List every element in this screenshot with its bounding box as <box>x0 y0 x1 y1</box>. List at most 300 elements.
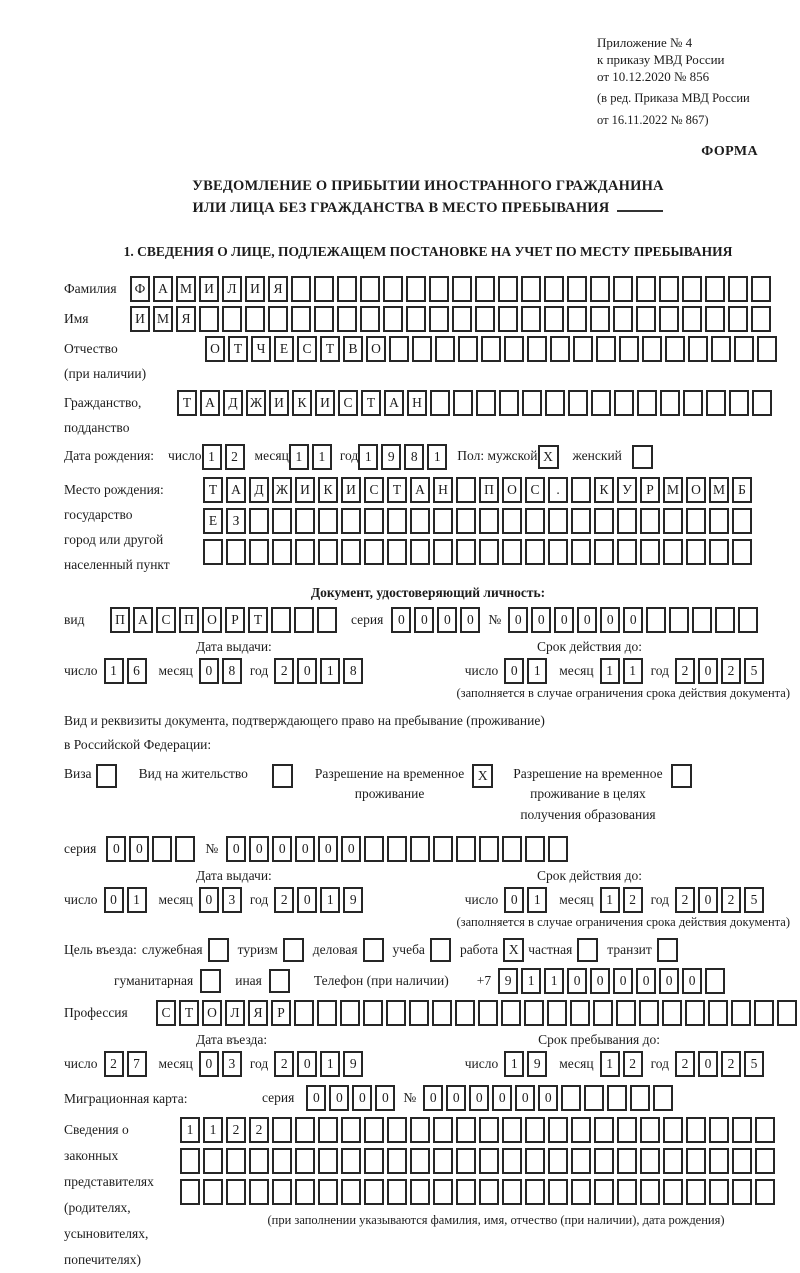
char-cell[interactable]: 1 <box>623 658 643 684</box>
char-cell[interactable] <box>295 1117 315 1143</box>
char-cell[interactable] <box>521 306 541 332</box>
char-cell[interactable]: А <box>384 390 404 416</box>
char-cell[interactable] <box>272 1117 292 1143</box>
char-cell[interactable] <box>268 306 288 332</box>
char-cell[interactable] <box>96 764 117 788</box>
char-cell[interactable] <box>659 276 679 302</box>
char-cell[interactable] <box>479 539 499 565</box>
char-cell[interactable]: 0 <box>623 607 643 633</box>
char-cell[interactable]: 1 <box>203 1117 223 1143</box>
char-cell[interactable]: X <box>472 764 493 788</box>
char-cell[interactable] <box>389 336 409 362</box>
char-cell[interactable]: 5 <box>744 1051 764 1077</box>
char-cell[interactable]: Т <box>320 336 340 362</box>
char-cell[interactable]: С <box>156 607 176 633</box>
char-cell[interactable] <box>669 607 689 633</box>
char-cell[interactable]: 0 <box>106 836 126 862</box>
char-cell[interactable]: Р <box>640 477 660 503</box>
char-cell[interactable]: 1 <box>312 444 332 470</box>
char-cell[interactable]: 0 <box>682 968 702 994</box>
char-cell[interactable] <box>525 1117 545 1143</box>
char-cell[interactable] <box>383 276 403 302</box>
char-cell[interactable]: 0 <box>460 607 480 633</box>
char-cell[interactable] <box>653 1085 673 1111</box>
char-cell[interactable]: З <box>226 508 246 534</box>
char-cell[interactable]: А <box>410 477 430 503</box>
char-cell[interactable] <box>387 836 407 862</box>
char-cell[interactable] <box>639 1000 659 1026</box>
char-cell[interactable] <box>208 938 229 962</box>
char-cell[interactable] <box>226 1179 246 1205</box>
char-cell[interactable]: 9 <box>498 968 518 994</box>
char-cell[interactable]: В <box>343 336 363 362</box>
char-cell[interactable]: К <box>292 390 312 416</box>
char-cell[interactable] <box>269 969 290 993</box>
char-cell[interactable]: А <box>133 607 153 633</box>
char-cell[interactable] <box>525 508 545 534</box>
char-cell[interactable] <box>502 508 522 534</box>
char-cell[interactable]: 0 <box>295 836 315 862</box>
char-cell[interactable]: 9 <box>343 887 363 913</box>
char-cell[interactable] <box>387 1117 407 1143</box>
char-cell[interactable] <box>479 508 499 534</box>
char-cell[interactable]: Т <box>203 477 223 503</box>
char-cell[interactable] <box>502 836 522 862</box>
char-cell[interactable] <box>571 1148 591 1174</box>
char-cell[interactable] <box>732 539 752 565</box>
char-cell[interactable] <box>432 1000 452 1026</box>
char-cell[interactable] <box>318 1179 338 1205</box>
char-cell[interactable]: И <box>341 477 361 503</box>
char-cell[interactable] <box>363 1000 383 1026</box>
char-cell[interactable] <box>249 508 269 534</box>
char-cell[interactable] <box>732 508 752 534</box>
char-cell[interactable] <box>429 306 449 332</box>
char-cell[interactable] <box>226 539 246 565</box>
char-cell[interactable]: 0 <box>504 658 524 684</box>
char-cell[interactable] <box>709 508 729 534</box>
char-cell[interactable] <box>711 336 731 362</box>
char-cell[interactable]: 5 <box>744 887 764 913</box>
char-cell[interactable]: 0 <box>375 1085 395 1111</box>
char-cell[interactable] <box>249 1179 269 1205</box>
char-cell[interactable] <box>663 1179 683 1205</box>
char-cell[interactable] <box>360 306 380 332</box>
char-cell[interactable] <box>630 1085 650 1111</box>
char-cell[interactable] <box>458 336 478 362</box>
char-cell[interactable] <box>548 1117 568 1143</box>
char-cell[interactable] <box>544 306 564 332</box>
char-cell[interactable] <box>663 508 683 534</box>
char-cell[interactable] <box>708 1000 728 1026</box>
char-cell[interactable]: 0 <box>199 1051 219 1077</box>
char-cell[interactable]: 0 <box>531 607 551 633</box>
char-cell[interactable]: Т <box>177 390 197 416</box>
char-cell[interactable]: 8 <box>222 658 242 684</box>
char-cell[interactable] <box>709 1148 729 1174</box>
char-cell[interactable] <box>617 1179 637 1205</box>
char-cell[interactable]: Т <box>179 1000 199 1026</box>
char-cell[interactable] <box>594 1179 614 1205</box>
char-cell[interactable] <box>387 508 407 534</box>
char-cell[interactable]: 2 <box>249 1117 269 1143</box>
char-cell[interactable]: С <box>297 336 317 362</box>
char-cell[interactable]: 2 <box>274 887 294 913</box>
char-cell[interactable]: Т <box>248 607 268 633</box>
char-cell[interactable] <box>688 336 708 362</box>
char-cell[interactable]: 1 <box>202 444 222 470</box>
char-cell[interactable]: С <box>364 477 384 503</box>
char-cell[interactable]: А <box>200 390 220 416</box>
char-cell[interactable] <box>545 390 565 416</box>
char-cell[interactable] <box>498 306 518 332</box>
char-cell[interactable]: А <box>226 477 246 503</box>
char-cell[interactable] <box>341 1148 361 1174</box>
char-cell[interactable] <box>314 306 334 332</box>
char-cell[interactable]: 0 <box>577 607 597 633</box>
char-cell[interactable]: О <box>205 336 225 362</box>
char-cell[interactable] <box>548 539 568 565</box>
char-cell[interactable]: 2 <box>675 1051 695 1077</box>
char-cell[interactable]: 1 <box>320 1051 340 1077</box>
char-cell[interactable]: К <box>318 477 338 503</box>
char-cell[interactable] <box>686 1179 706 1205</box>
char-cell[interactable] <box>456 1179 476 1205</box>
char-cell[interactable] <box>755 1117 775 1143</box>
char-cell[interactable] <box>386 1000 406 1026</box>
char-cell[interactable]: 2 <box>226 1117 246 1143</box>
char-cell[interactable] <box>409 1000 429 1026</box>
char-cell[interactable] <box>475 276 495 302</box>
char-cell[interactable]: 8 <box>404 444 424 470</box>
char-cell[interactable] <box>705 276 725 302</box>
char-cell[interactable] <box>754 1000 774 1026</box>
char-cell[interactable] <box>571 1117 591 1143</box>
char-cell[interactable] <box>525 836 545 862</box>
char-cell[interactable] <box>317 607 337 633</box>
char-cell[interactable] <box>567 276 587 302</box>
char-cell[interactable] <box>637 390 657 416</box>
char-cell[interactable] <box>410 1148 430 1174</box>
char-cell[interactable] <box>659 306 679 332</box>
char-cell[interactable] <box>613 306 633 332</box>
char-cell[interactable] <box>640 508 660 534</box>
char-cell[interactable] <box>272 508 292 534</box>
char-cell[interactable] <box>619 336 639 362</box>
char-cell[interactable] <box>200 969 221 993</box>
char-cell[interactable]: 0 <box>414 607 434 633</box>
char-cell[interactable] <box>452 276 472 302</box>
char-cell[interactable]: Я <box>176 306 196 332</box>
char-cell[interactable] <box>337 276 357 302</box>
char-cell[interactable]: Д <box>223 390 243 416</box>
char-cell[interactable] <box>594 539 614 565</box>
char-cell[interactable] <box>594 1117 614 1143</box>
char-cell[interactable]: Д <box>249 477 269 503</box>
char-cell[interactable]: 2 <box>675 887 695 913</box>
char-cell[interactable]: 5 <box>744 658 764 684</box>
char-cell[interactable] <box>640 539 660 565</box>
char-cell[interactable] <box>522 390 542 416</box>
char-cell[interactable]: 0 <box>492 1085 512 1111</box>
char-cell[interactable]: 9 <box>527 1051 547 1077</box>
char-cell[interactable]: 3 <box>222 887 242 913</box>
char-cell[interactable] <box>199 306 219 332</box>
char-cell[interactable]: И <box>130 306 150 332</box>
char-cell[interactable] <box>665 336 685 362</box>
char-cell[interactable] <box>479 1148 499 1174</box>
char-cell[interactable] <box>567 306 587 332</box>
char-cell[interactable] <box>341 1179 361 1205</box>
char-cell[interactable]: 1 <box>527 658 547 684</box>
char-cell[interactable] <box>429 276 449 302</box>
char-cell[interactable] <box>705 306 725 332</box>
char-cell[interactable] <box>152 836 172 862</box>
char-cell[interactable]: 0 <box>199 658 219 684</box>
char-cell[interactable] <box>249 539 269 565</box>
char-cell[interactable]: . <box>548 477 568 503</box>
char-cell[interactable] <box>456 539 476 565</box>
char-cell[interactable]: X <box>538 445 559 469</box>
char-cell[interactable]: 1 <box>320 887 340 913</box>
char-cell[interactable] <box>499 390 519 416</box>
char-cell[interactable] <box>387 539 407 565</box>
char-cell[interactable] <box>410 836 430 862</box>
char-cell[interactable] <box>706 390 726 416</box>
char-cell[interactable] <box>731 1000 751 1026</box>
char-cell[interactable] <box>584 1085 604 1111</box>
char-cell[interactable]: П <box>179 607 199 633</box>
char-cell[interactable] <box>671 764 692 788</box>
char-cell[interactable]: С <box>525 477 545 503</box>
char-cell[interactable] <box>732 1179 752 1205</box>
char-cell[interactable] <box>479 836 499 862</box>
char-cell[interactable] <box>295 508 315 534</box>
char-cell[interactable] <box>632 445 653 469</box>
char-cell[interactable]: 1 <box>600 658 620 684</box>
char-cell[interactable] <box>617 508 637 534</box>
char-cell[interactable]: И <box>315 390 335 416</box>
char-cell[interactable] <box>525 1179 545 1205</box>
char-cell[interactable] <box>692 607 712 633</box>
char-cell[interactable] <box>657 938 678 962</box>
char-cell[interactable]: 0 <box>538 1085 558 1111</box>
char-cell[interactable] <box>452 306 472 332</box>
char-cell[interactable] <box>568 390 588 416</box>
char-cell[interactable] <box>617 1117 637 1143</box>
char-cell[interactable] <box>433 1179 453 1205</box>
char-cell[interactable] <box>646 607 666 633</box>
char-cell[interactable] <box>272 1179 292 1205</box>
char-cell[interactable]: С <box>338 390 358 416</box>
char-cell[interactable] <box>571 1179 591 1205</box>
char-cell[interactable]: 0 <box>698 1051 718 1077</box>
char-cell[interactable]: 0 <box>297 887 317 913</box>
char-cell[interactable] <box>596 336 616 362</box>
char-cell[interactable]: 2 <box>721 658 741 684</box>
char-cell[interactable] <box>501 1000 521 1026</box>
char-cell[interactable]: О <box>366 336 386 362</box>
char-cell[interactable]: М <box>709 477 729 503</box>
char-cell[interactable]: 0 <box>567 968 587 994</box>
char-cell[interactable]: О <box>502 477 522 503</box>
char-cell[interactable] <box>640 1117 660 1143</box>
char-cell[interactable]: И <box>295 477 315 503</box>
char-cell[interactable] <box>577 938 598 962</box>
char-cell[interactable] <box>364 836 384 862</box>
char-cell[interactable] <box>715 607 735 633</box>
char-cell[interactable]: 0 <box>437 607 457 633</box>
char-cell[interactable] <box>272 1148 292 1174</box>
char-cell[interactable]: И <box>199 276 219 302</box>
char-cell[interactable]: 0 <box>469 1085 489 1111</box>
char-cell[interactable]: 0 <box>659 968 679 994</box>
char-cell[interactable] <box>525 539 545 565</box>
char-cell[interactable] <box>570 1000 590 1026</box>
char-cell[interactable] <box>525 1148 545 1174</box>
char-cell[interactable] <box>318 1148 338 1174</box>
char-cell[interactable]: 0 <box>698 658 718 684</box>
char-cell[interactable] <box>686 539 706 565</box>
char-cell[interactable] <box>498 276 518 302</box>
char-cell[interactable]: 0 <box>554 607 574 633</box>
char-cell[interactable]: 0 <box>226 836 246 862</box>
char-cell[interactable]: 0 <box>329 1085 349 1111</box>
char-cell[interactable] <box>479 1179 499 1205</box>
char-cell[interactable] <box>245 306 265 332</box>
char-cell[interactable] <box>481 336 501 362</box>
char-cell[interactable] <box>614 390 634 416</box>
char-cell[interactable] <box>317 1000 337 1026</box>
char-cell[interactable] <box>757 336 777 362</box>
char-cell[interactable]: X <box>503 938 524 962</box>
char-cell[interactable]: 2 <box>721 1051 741 1077</box>
char-cell[interactable] <box>455 1000 475 1026</box>
char-cell[interactable]: Я <box>268 276 288 302</box>
char-cell[interactable] <box>433 836 453 862</box>
char-cell[interactable] <box>456 477 476 503</box>
char-cell[interactable] <box>663 1148 683 1174</box>
char-cell[interactable] <box>521 276 541 302</box>
char-cell[interactable] <box>476 390 496 416</box>
char-cell[interactable] <box>387 1179 407 1205</box>
char-cell[interactable]: 3 <box>222 1051 242 1077</box>
char-cell[interactable] <box>364 1179 384 1205</box>
char-cell[interactable] <box>686 508 706 534</box>
char-cell[interactable]: 7 <box>127 1051 147 1077</box>
char-cell[interactable]: 0 <box>318 836 338 862</box>
char-cell[interactable]: 2 <box>274 1051 294 1077</box>
char-cell[interactable]: О <box>686 477 706 503</box>
char-cell[interactable]: 1 <box>504 1051 524 1077</box>
char-cell[interactable] <box>295 539 315 565</box>
char-cell[interactable]: Н <box>407 390 427 416</box>
char-cell[interactable] <box>412 336 432 362</box>
char-cell[interactable]: Ж <box>246 390 266 416</box>
char-cell[interactable] <box>295 1179 315 1205</box>
char-cell[interactable] <box>548 836 568 862</box>
char-cell[interactable] <box>548 508 568 534</box>
char-cell[interactable]: Я <box>248 1000 268 1026</box>
char-cell[interactable] <box>318 508 338 534</box>
char-cell[interactable]: 0 <box>104 887 124 913</box>
char-cell[interactable] <box>222 306 242 332</box>
char-cell[interactable] <box>203 539 223 565</box>
char-cell[interactable]: О <box>202 607 222 633</box>
char-cell[interactable] <box>548 1148 568 1174</box>
char-cell[interactable] <box>340 1000 360 1026</box>
char-cell[interactable] <box>544 276 564 302</box>
char-cell[interactable]: 2 <box>721 887 741 913</box>
char-cell[interactable]: Л <box>225 1000 245 1026</box>
char-cell[interactable] <box>410 539 430 565</box>
char-cell[interactable] <box>709 539 729 565</box>
char-cell[interactable]: 0 <box>600 607 620 633</box>
char-cell[interactable]: 0 <box>515 1085 535 1111</box>
char-cell[interactable] <box>364 1117 384 1143</box>
char-cell[interactable] <box>479 1117 499 1143</box>
char-cell[interactable]: 0 <box>341 836 361 862</box>
char-cell[interactable] <box>683 390 703 416</box>
char-cell[interactable] <box>709 1179 729 1205</box>
char-cell[interactable]: О <box>202 1000 222 1026</box>
char-cell[interactable] <box>226 1148 246 1174</box>
char-cell[interactable] <box>752 390 772 416</box>
char-cell[interactable] <box>524 1000 544 1026</box>
char-cell[interactable]: 8 <box>343 658 363 684</box>
char-cell[interactable]: 1 <box>127 887 147 913</box>
char-cell[interactable]: 0 <box>698 887 718 913</box>
char-cell[interactable]: Р <box>225 607 245 633</box>
char-cell[interactable]: 9 <box>343 1051 363 1077</box>
char-cell[interactable]: 1 <box>527 887 547 913</box>
char-cell[interactable]: М <box>176 276 196 302</box>
char-cell[interactable] <box>662 1000 682 1026</box>
char-cell[interactable] <box>751 306 771 332</box>
char-cell[interactable] <box>453 390 473 416</box>
char-cell[interactable]: 0 <box>129 836 149 862</box>
char-cell[interactable] <box>594 1148 614 1174</box>
char-cell[interactable] <box>682 276 702 302</box>
char-cell[interactable] <box>364 1148 384 1174</box>
char-cell[interactable]: 2 <box>225 444 245 470</box>
char-cell[interactable] <box>318 539 338 565</box>
char-cell[interactable]: 1 <box>600 887 620 913</box>
char-cell[interactable]: 0 <box>199 887 219 913</box>
char-cell[interactable]: 0 <box>272 836 292 862</box>
char-cell[interactable] <box>728 276 748 302</box>
char-cell[interactable] <box>180 1148 200 1174</box>
char-cell[interactable] <box>291 306 311 332</box>
char-cell[interactable] <box>406 276 426 302</box>
char-cell[interactable] <box>663 1117 683 1143</box>
char-cell[interactable]: Т <box>361 390 381 416</box>
char-cell[interactable] <box>433 1117 453 1143</box>
char-cell[interactable]: Б <box>732 477 752 503</box>
char-cell[interactable] <box>547 1000 567 1026</box>
char-cell[interactable] <box>271 607 291 633</box>
char-cell[interactable] <box>430 938 451 962</box>
char-cell[interactable]: 0 <box>636 968 656 994</box>
char-cell[interactable]: 1 <box>427 444 447 470</box>
char-cell[interactable]: Ч <box>251 336 271 362</box>
char-cell[interactable] <box>502 539 522 565</box>
char-cell[interactable]: 0 <box>504 887 524 913</box>
char-cell[interactable] <box>709 1117 729 1143</box>
char-cell[interactable] <box>502 1117 522 1143</box>
char-cell[interactable] <box>571 477 591 503</box>
char-cell[interactable] <box>203 1148 223 1174</box>
